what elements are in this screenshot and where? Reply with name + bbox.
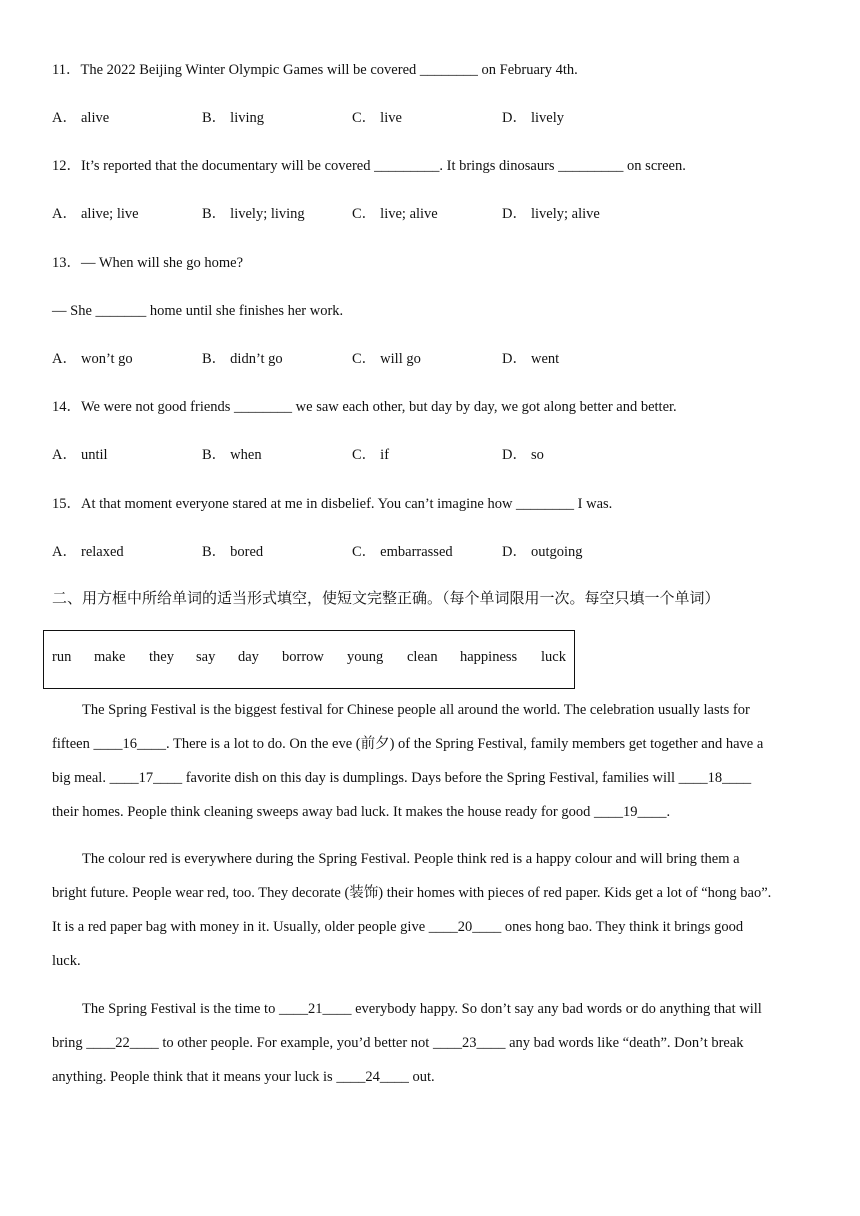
- option-text: alive: [80, 110, 110, 126]
- option-b[interactable]: [202, 542, 263, 562]
- option-label: C．: [352, 351, 377, 367]
- question-13-options: [52, 349, 812, 369]
- question-12-options: [52, 204, 812, 224]
- blank-24[interactable]: ____24____: [336, 1069, 409, 1085]
- option-text: didn’t go: [230, 351, 283, 367]
- option-label: B．: [202, 544, 227, 560]
- question-13-stem-line-2: — She _______ home until she finishes her work.: [52, 303, 344, 319]
- option-label: A．: [52, 110, 77, 126]
- option-label: C．: [352, 447, 377, 463]
- paragraph-1-line-2: [52, 733, 763, 755]
- text-run: anything. People think that it means your luck is: [52, 1069, 337, 1085]
- blank-17[interactable]: ____17____: [109, 770, 183, 786]
- word-bank-item: clean: [407, 649, 438, 665]
- option-text: relaxed: [80, 544, 124, 560]
- option-c[interactable]: [352, 445, 389, 465]
- word-bank-item: run: [52, 649, 72, 665]
- option-text: live: [380, 110, 402, 126]
- word-bank-item: happiness: [460, 649, 518, 665]
- word-bank-item: day: [238, 649, 259, 665]
- text-run: . There is a lot to do. On the eve (前夕) of the Spring Festival, family members get together and have a: [165, 736, 764, 752]
- question-15-options: [52, 542, 812, 562]
- word-bank-item: young: [347, 649, 384, 665]
- word-bank-item: they: [149, 649, 174, 665]
- option-text: went: [530, 351, 560, 367]
- option-label: D．: [502, 351, 527, 367]
- option-text: lively; living: [230, 206, 305, 222]
- text-run: everybody happy. So don’t say any bad words or do anything that will: [351, 1001, 762, 1017]
- text-run: It is a red paper bag with money in it. Usually, older people give: [52, 919, 429, 935]
- blank-21[interactable]: ____21____: [278, 1001, 352, 1017]
- option-label: C．: [352, 544, 377, 560]
- question-14-options: [52, 445, 812, 465]
- option-text: outgoing: [530, 544, 583, 560]
- option-text: lively; alive: [530, 206, 600, 222]
- option-text: will go: [380, 351, 421, 367]
- paragraph-3-line-3: [52, 1066, 435, 1088]
- option-b[interactable]: [202, 445, 262, 465]
- paragraph-2-line-4: luck.: [52, 953, 81, 969]
- option-c[interactable]: [352, 108, 402, 128]
- question-13-stem: 13．— When will she go home?: [52, 255, 244, 271]
- paragraph-2-line-1: The colour red is everywhere during the Spring Festival. People think red is a happy colour and will bring them a: [82, 851, 740, 867]
- text-run: any bad words like “death”. Don’t break: [505, 1035, 744, 1051]
- text-run: .: [666, 804, 671, 820]
- question-14-stem: 14．We were not good friends ________ we saw each other, but day by day, we got along better and better.: [52, 399, 677, 415]
- option-label: A．: [52, 544, 77, 560]
- blank-18[interactable]: ____18____: [678, 770, 752, 786]
- option-label: D．: [502, 110, 527, 126]
- option-label: A．: [52, 351, 77, 367]
- option-text: living: [230, 110, 265, 126]
- option-text: embarrassed: [380, 544, 453, 560]
- option-d[interactable]: [502, 349, 559, 369]
- text-run: fifteen: [52, 736, 94, 752]
- word-bank-item: make: [94, 649, 126, 665]
- paragraph-1-line-3: [52, 767, 751, 789]
- blank-19[interactable]: ____19____: [594, 804, 667, 820]
- paragraph-3-line-2: [52, 1032, 744, 1054]
- option-label: B．: [202, 206, 227, 222]
- text-run: ones hong bao. They think it brings good: [501, 919, 744, 935]
- option-a[interactable]: [52, 445, 108, 465]
- question-11-stem: 11．The 2022 Beijing Winter Olympic Games will be covered ________ on February 4th.: [52, 62, 578, 78]
- option-label: C．: [352, 206, 377, 222]
- option-b[interactable]: [202, 204, 305, 224]
- option-label: A．: [52, 447, 77, 463]
- option-label: B．: [202, 447, 227, 463]
- option-b[interactable]: [202, 349, 283, 369]
- paragraph-3-line-1: [52, 998, 762, 1020]
- paragraph-2-line-3: [52, 916, 743, 938]
- option-c[interactable]: [352, 542, 453, 562]
- blank-16[interactable]: ____16____: [93, 736, 166, 752]
- option-label: B．: [202, 351, 227, 367]
- text-run: their homes. People think cleaning sweeps away bad luck. It makes the house ready for good: [52, 804, 594, 820]
- option-text: live; alive: [380, 206, 438, 222]
- question-12-stem: 12．It’s reported that the documentary will be covered _________. It brings dinosaurs _________ on screen.: [52, 158, 686, 174]
- option-a[interactable]: [52, 542, 124, 562]
- blank-23[interactable]: ____23____: [432, 1035, 506, 1051]
- word-bank-box: [43, 630, 575, 689]
- option-text: won’t go: [80, 351, 133, 367]
- text-run: bring: [52, 1035, 87, 1051]
- section-heading: 二、用方框中所给单词的适当形式填空，使短文完整正确。（每个单词限用一次。每空只填一个单词）: [52, 591, 720, 607]
- option-text: until: [80, 447, 108, 463]
- word-bank-item: luck: [541, 649, 566, 665]
- option-a[interactable]: [52, 349, 133, 369]
- paragraph-1-line-4: [52, 801, 670, 823]
- paragraph-1-line-1: The Spring Festival is the biggest festival for Chinese people all around the world. The celebration usually lasts for: [82, 702, 750, 718]
- option-c[interactable]: [352, 204, 438, 224]
- text-run: out.: [408, 1069, 435, 1085]
- option-label: C．: [352, 110, 377, 126]
- option-text: so: [530, 447, 544, 463]
- option-label: B．: [202, 110, 227, 126]
- text-run: favorite dish on this day is dumplings. Days before the Spring Festival, families will: [182, 770, 679, 786]
- option-text: bored: [230, 544, 264, 560]
- option-label: D．: [502, 544, 527, 560]
- blank-22[interactable]: ____22____: [86, 1035, 159, 1051]
- option-b[interactable]: [202, 108, 264, 128]
- option-text: alive; live: [80, 206, 139, 222]
- text-run: to other people. For example, you’d better not: [158, 1035, 433, 1051]
- option-a[interactable]: [52, 204, 139, 224]
- option-d[interactable]: [502, 445, 544, 465]
- option-text: when: [230, 447, 262, 463]
- option-text: lively: [530, 110, 565, 126]
- option-label: D．: [502, 447, 527, 463]
- option-d[interactable]: [502, 204, 600, 224]
- option-c[interactable]: [352, 349, 421, 369]
- option-d[interactable]: [502, 542, 583, 562]
- blank-20[interactable]: ____20____: [428, 919, 502, 935]
- option-text: if: [380, 447, 390, 463]
- text-run: The Spring Festival is the time to: [82, 1001, 279, 1017]
- option-label: D．: [502, 206, 527, 222]
- word-bank-item: borrow: [282, 649, 324, 665]
- word-bank-item: say: [196, 649, 216, 665]
- option-d[interactable]: [502, 108, 564, 128]
- question-11-options: [52, 108, 812, 128]
- option-label: A．: [52, 206, 77, 222]
- text-run: big meal.: [52, 770, 110, 786]
- paragraph-2-line-2: bright future. People wear red, too. They decorate (装饰) their homes with pieces of red paper. Kids get a lot of “hong bao”.: [52, 885, 772, 901]
- option-a[interactable]: [52, 108, 109, 128]
- question-15-stem: 15．At that moment everyone stared at me in disbelief. You can’t imagine how ________ I was.: [52, 496, 613, 512]
